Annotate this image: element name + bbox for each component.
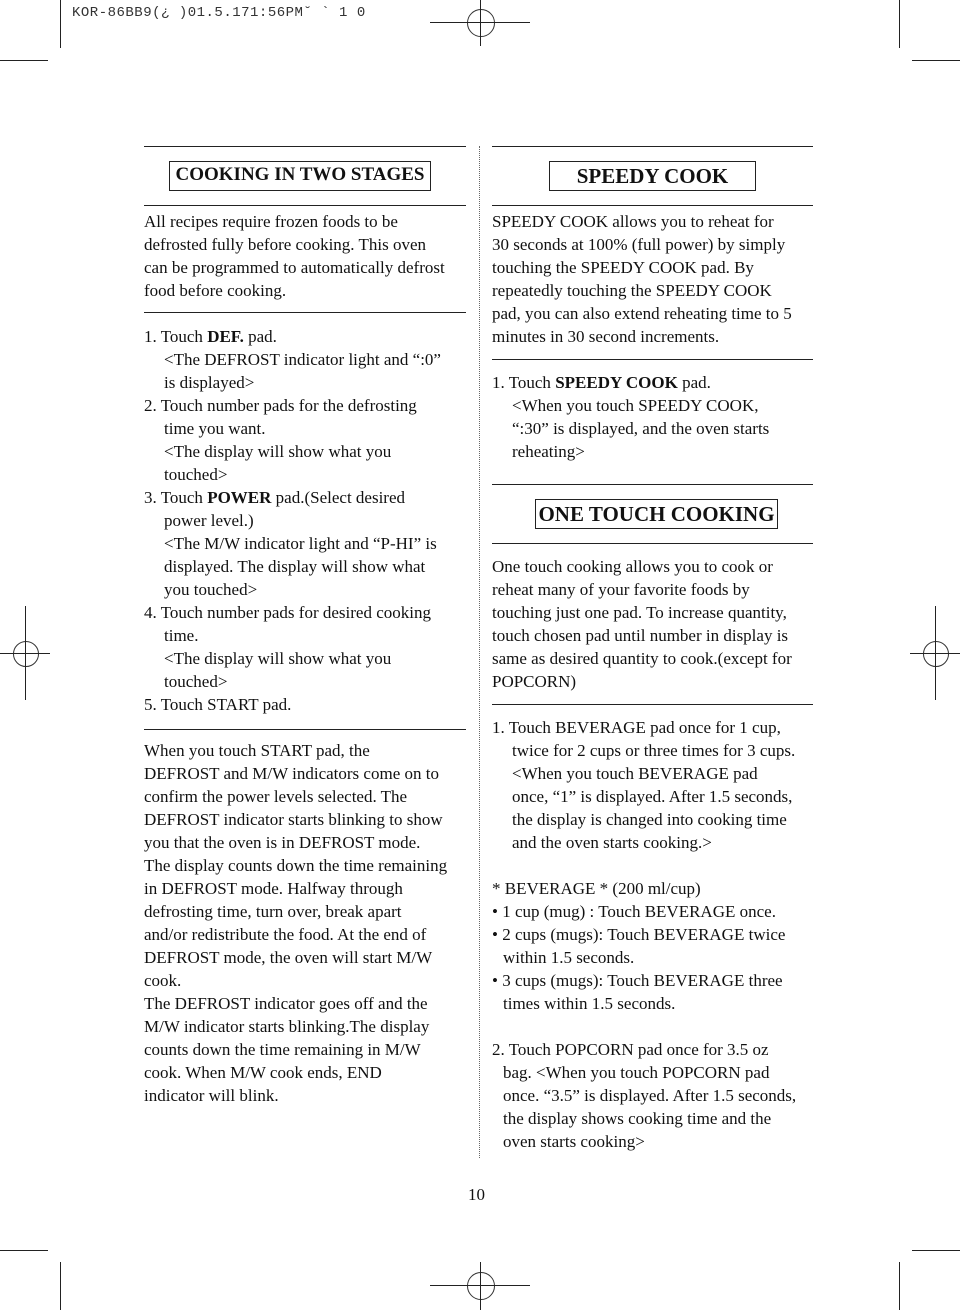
- print-header-code: KOR-86BB9(¿ )01.5.171:56PM˘ ` 1 0: [72, 5, 366, 21]
- speedy-cook-step: 1. Touch SPEEDY COOK pad. <When you touch SPEEDY COOK, “:30” is displayed, and the oven starts reheating>: [492, 373, 770, 461]
- beverage-step: 1. Touch BEVERAGE pad once for 1 cup,: [492, 718, 781, 737]
- beverage-bullet: • 1 cup (mug) : Touch BEVERAGE once.: [492, 902, 776, 921]
- power-key-label: POWER: [207, 488, 272, 507]
- speedy-cook-key-label: SPEEDY COOK: [555, 373, 678, 392]
- rule: [492, 359, 813, 360]
- rule: [492, 704, 813, 705]
- beverage-bullet: • 3 cups (mugs): Touch BEVERAGE three: [492, 971, 783, 990]
- section-title-one-touch: ONE TOUCH COOKING: [535, 499, 778, 529]
- two-stages-intro: All recipes require frozen foods to be defrosted fully before cooking. This oven can be programmed to automatically defrost food before cooking.: [144, 212, 445, 300]
- rule: [492, 484, 813, 485]
- step-4: 4. Touch number pads for desired cooking: [144, 603, 431, 622]
- step-1: 1. Touch DEF. pad.: [144, 327, 277, 346]
- two-stages-explanation: When you touch START pad, the DEFROST and M/W indicators come on to confirm the power levels selected. The DEFROST indicator starts blinking to show you that the oven is in DEFROST mode. The display counts down the time remaining in DEFROST mode. Halfway through defrosting time, turn over, break apart and/or redistribute the food. At the end of DEFROST mode, the oven will start M/W cook. The DEFROST indicator goes off and the M/W indicator starts blinking.The display counts down the time remaining in M/W cook. When M/W cook ends, END indicator will blink.: [144, 741, 448, 1105]
- one-touch-intro: One touch cooking allows you to cook or reheat many of your favorite foods by touching just one pad. To increase quantity, touch chosen pad until number in display is same as desired quantity to cook.(except for POPCORN): [492, 557, 792, 691]
- section-title-two-stages: COOKING IN TWO STAGES: [169, 161, 431, 191]
- rule: [144, 312, 466, 313]
- page-number: 10: [468, 1185, 485, 1204]
- def-key-label: DEF.: [207, 327, 244, 346]
- speedy-cook-intro: SPEEDY COOK allows you to reheat for 30 seconds at 100% (full power) by simply touching the SPEEDY COOK pad. By repeatedly touching the SPEEDY COOK pad, you can also extend reheating time to 5 minutes in 30 second increments.: [492, 212, 792, 346]
- rule: [144, 205, 466, 206]
- rule: [492, 205, 813, 206]
- rule: [144, 729, 466, 730]
- step-2: 2. Touch number pads for the defrosting: [144, 396, 417, 415]
- step-3: 3. Touch POWER pad.(Select desired: [144, 488, 406, 507]
- rule: [492, 146, 813, 147]
- beverage-header: * BEVERAGE * (200 ml/cup): [492, 879, 701, 898]
- column-divider: [479, 146, 480, 1158]
- step-5: 5. Touch START pad.: [144, 695, 292, 714]
- rule: [144, 146, 466, 147]
- section-title-speedy-cook: SPEEDY COOK: [549, 161, 756, 191]
- beverage-bullet: • 2 cups (mugs): Touch BEVERAGE twice: [492, 925, 786, 944]
- one-touch-instructions: 1. Touch BEVERAGE pad once for 1 cup, twice for 2 cups or three times for 3 cups. <When you touch BEVERAGE pad once, “1” is displayed. After 1.5 seconds, the display is changed into cooking time and the oven starts cooking.> * BEVERAGE * (200 ml/cup) • 1 cup (mug) : Touch BEVERAGE once. • 2 cups (mugs): Touch BEVERAGE twice within 1.5 seconds. • 3 cups (mugs): Touch BEVERAGE three times within 1.5 seconds. 2. Touch POPCORN pad once for 3.5 oz bag. <When you touch POPCORN pad once. “3.5” is displayed. After 1.5 seconds, the display shows cooking time and the oven starts cooking>: [492, 716, 822, 1153]
- rule: [492, 543, 813, 544]
- popcorn-step: 2. Touch POPCORN pad once for 3.5 oz: [492, 1040, 769, 1059]
- two-stages-steps: 1. Touch DEF. pad. <The DEFROST indicator light and “:0” is displayed> 2. Touch number pads for the defrosting time you want. <The display will show what you touched> 3. Touch POWER pad.(Select desired power level.) <The M/W indicator light and “P-HI” is displayed. The display will show what you touched> 4. Touch number pads for desired cooking time. <The display will show what you touched> 5. Touch START pad.: [144, 325, 474, 716]
